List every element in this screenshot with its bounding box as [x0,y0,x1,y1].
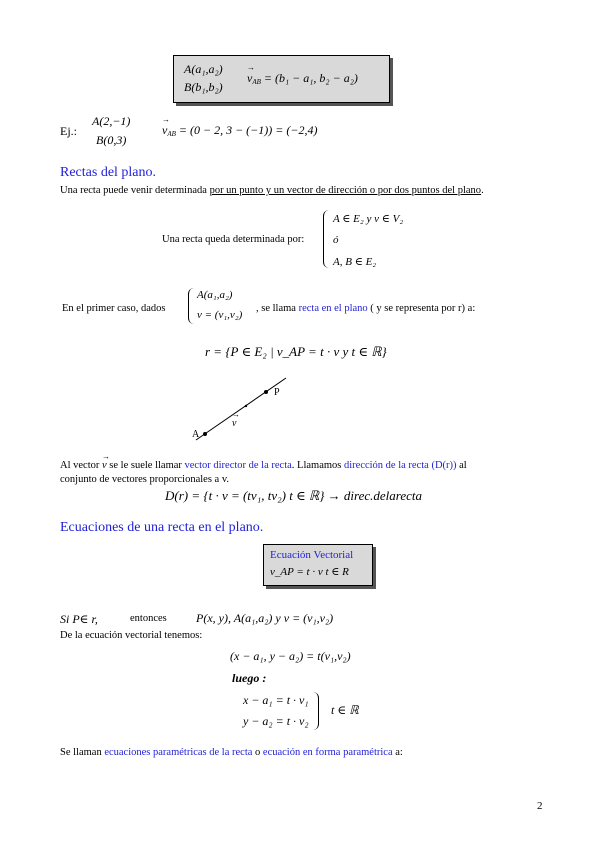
determined-label: Una recta queda determinada por: [162,234,305,245]
page-number: 2 [537,800,543,812]
option-point-vector: A ∈ E₂ y v ∈ V₂ [333,213,404,225]
example-label: Ej.: [60,124,77,138]
line-r [196,378,286,440]
director-paragraph-line1: Al vector → v se le suele llamar vector director de la recta. Llamamos dirección de la recta (D(r)) al [60,460,467,471]
forma-parametrica-term: ecuación en forma paramétrica [262,747,393,758]
line-diagram [188,372,308,447]
given-point: A(a₁,a₂) [197,289,233,301]
diagram-label-p: P [274,387,280,398]
parametric-eq-x: x − a₁ = t · v₁ [243,693,309,707]
parameter-domain: t ∈ ℝ [331,703,359,717]
recta-en-el-plano-term: recta en el plano [298,303,368,314]
point-p-dot [264,390,268,394]
point-a-coords: A(a₁,a₂) [184,62,223,76]
point-a-dot [203,432,207,436]
director-paragraph-line2: conjunto de vectores proporcionales a v. [60,474,230,485]
vectorial-equation-formula: v_AP = t · v t ∈ R [270,566,349,578]
parametric-brace [312,692,319,730]
section-heading-rectas: Rectas del plano. [60,165,157,180]
example-point-b: B(0,3) [96,133,127,147]
diagram-label-a: A [192,429,200,440]
intro-paragraph: Una recta puede venir determinada por un punto y un vector de dirección o por dos puntos del plano. [60,185,484,196]
vector-mid-dot [245,405,247,407]
line-set-definition: r = {P ∈ E₂ | v_AP = t · v y t ∈ ℝ} [205,344,387,359]
parametric-definition-text: Se llaman ecuaciones paramétricas de la recta o ecuación en forma paramétrica a: [60,747,403,758]
direccion-recta-term: dirección de la recta (D(r)) [344,460,457,471]
direction-formula: D(r) = {t · v = (tv₁, tv₂) t ∈ ℝ} → direc.delarecta [165,488,423,503]
given-vector: v = (v₁,v₂) [197,309,243,321]
diagram-label-v: → v [232,418,236,429]
ecuaciones-parametricas-term: ecuaciones paramétricas de la recta [104,747,253,758]
example-point-a: A(2,−1) [92,114,131,128]
given-brace [188,288,195,324]
then-word: entonces [130,613,167,624]
if-p-in-r: Si P∈ r, [60,612,98,626]
vectorial-equation-title: Ecuación Vectorial [270,549,354,561]
section-heading-ecuaciones: Ecuaciones de una recta en el plano. [60,520,264,535]
parametric-eq-y: y − a₂ = t · v₂ [243,714,309,728]
point-b-coords: B(b₁,b₂) [184,80,223,94]
vector-ab-formula: → $v_{AB} = (b_1 - a_1$, b₂ − a₂) [247,71,358,86]
from-vectorial-text: De la ecuación vectorial tenemos: [60,630,203,641]
first-case-prefix: En el primer caso, dados [62,303,166,314]
component-equation: (x − a₁, y − a₂) = t(v₁,v₂) [230,649,351,663]
vector-director-term: vector director de la recta [184,460,292,471]
coordinates-statement: P(x, y), A(a₁,a₂) y v = (v₁,v₂) [196,611,334,625]
option-two-points: A, B ∈ E₂ [333,256,377,268]
options-brace [323,210,330,268]
first-case-text: , se llama recta en el plano ( y se representa por r) a: [256,303,476,314]
luego-label: luego : [232,671,267,685]
option-or: ó [333,234,339,246]
example-vector-formula: → $v_{AB} = (0 - 2$, 3 − (−1)) = (−2,4) [162,123,317,138]
